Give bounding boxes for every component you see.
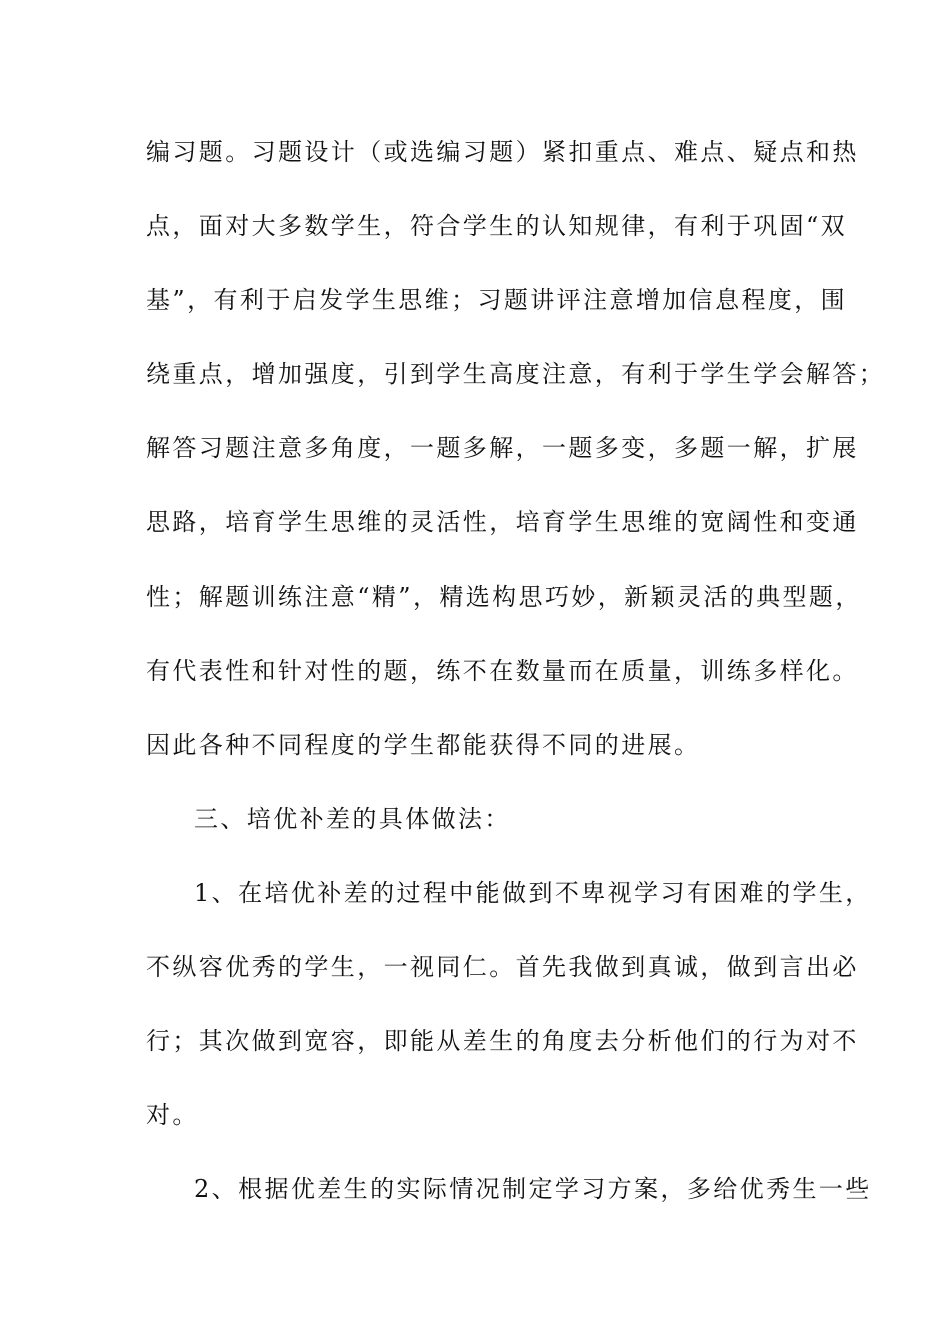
- paragraph-line: 解答习题注意多角度，一题多解，一题多变，多题一解，扩展: [146, 434, 859, 462]
- paragraph-line: 对。: [146, 1101, 199, 1129]
- paragraph-line: 2、根据优差生的实际情况制定学习方案，多给优秀生一些: [194, 1175, 872, 1203]
- paragraph-line: 基”，有利于启发学生思维；习题讲评注意增加信息程度，围: [146, 286, 848, 314]
- paragraph-line: 绕重点，增加强度，引到学生高度注意，有利于学生学会解答；: [146, 360, 886, 388]
- paragraph-line: 性；解题训练注意“精”，精选构思巧妙，新颖灵活的典型题，: [146, 583, 862, 611]
- section-heading: 三、培优补差的具体做法：: [194, 805, 511, 833]
- paragraph-line: 不纵容优秀的学生，一视同仁。首先我做到真诚，做到言出必: [146, 953, 859, 981]
- paragraph-line: 行；其次做到宽容，即能从差生的角度去分析他们的行为对不: [146, 1027, 859, 1055]
- paragraph-line: 编习题。习题设计（或选编习题）紧扣重点、难点、疑点和热: [146, 138, 859, 166]
- paragraph-line: 1、在培优补差的过程中能做到不卑视学习有困难的学生，: [194, 879, 872, 907]
- paragraph-line: 因此各种不同程度的学生都能获得不同的进展。: [146, 731, 701, 759]
- paragraph-line: 思路，培育学生思维的灵活性，培育学生思维的宽阔性和变通: [146, 508, 859, 536]
- paragraph-line: 有代表性和针对性的题，练不在数量而在质量，训练多样化。: [146, 657, 859, 685]
- paragraph-line: 点，面对大多数学生，符合学生的认知规律，有利于巩固“双: [146, 212, 848, 240]
